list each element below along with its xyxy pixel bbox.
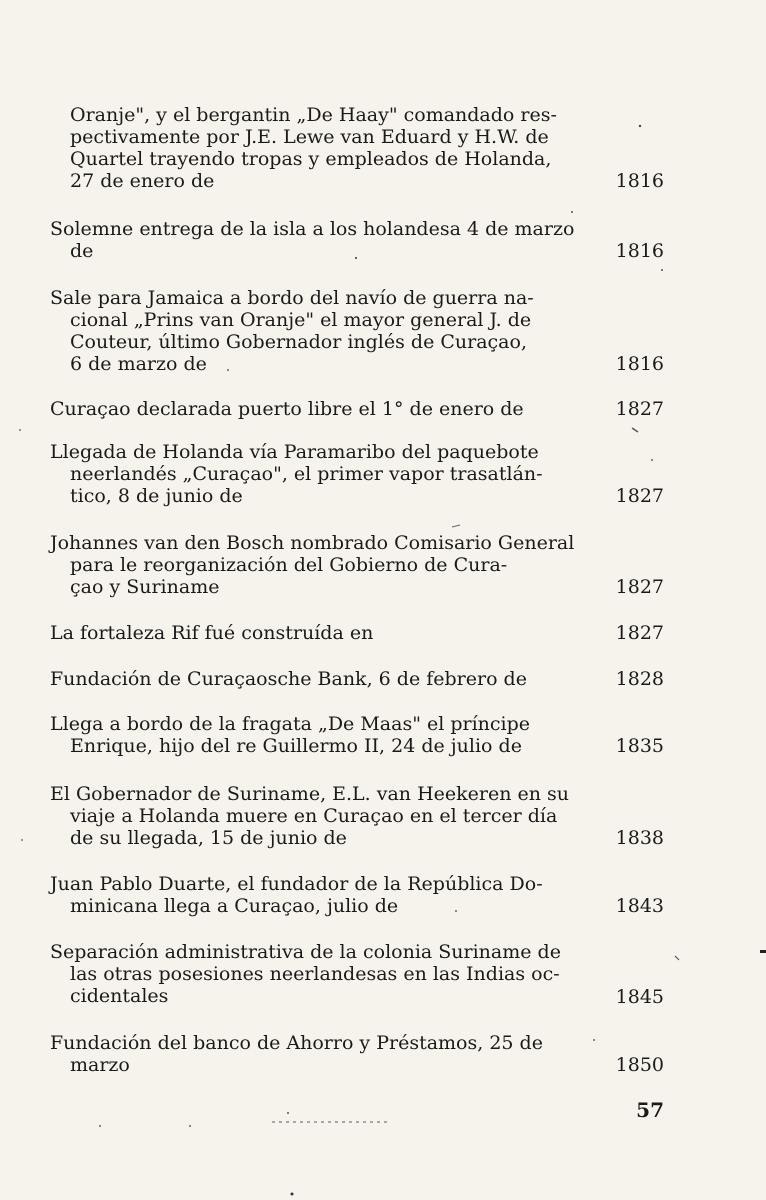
entry-year: 1816 [615, 170, 664, 192]
chronology-entry [50, 441, 590, 507]
entry-line: de su llegada, 15 de junio de [70, 827, 347, 849]
entry-year: 1843 [615, 895, 664, 917]
entry-line: pectivamente por J.E. Lewe van Eduard y H.W. de [70, 126, 549, 148]
entry-year: 1827 [615, 622, 664, 644]
entry-line: Juan Pablo Duarte, el fundador de la República Do- [50, 873, 543, 895]
chronology-entry [50, 218, 590, 262]
chronology-entry [50, 783, 590, 849]
entry-line: Llega a bordo de la fragata „De Maas" el príncipe [50, 713, 531, 735]
entry-year: 1827 [615, 398, 664, 420]
entry-line: Separación administrativa de la colonia Suriname de [50, 941, 561, 963]
entry-year: 1827 [615, 485, 664, 507]
entry-line: 6 de marzo de [70, 353, 207, 375]
entry-line: çao y Suriname [70, 576, 220, 598]
entry-line: las otras posesiones neerlandesas en las Indias oc- [70, 963, 560, 985]
chronology-entry [50, 941, 590, 1007]
entry-line: tico, 8 de junio de [70, 485, 243, 507]
entry-year: 1850 [615, 1054, 664, 1076]
entry-line: viaje a Holanda muere en Curaçao en el tercer día [70, 805, 558, 827]
entry-line: La fortaleza Rif fué construída en [50, 622, 374, 644]
entry-line: Solemne entrega de la isla a los holandesa 4 de marzo [50, 218, 575, 240]
entry-year: 1845 [615, 986, 664, 1008]
entry-line: Oranje", y el bergantin „De Haay" comandado res- [70, 104, 557, 126]
entry-year: 1827 [615, 576, 664, 598]
entry-year: 1816 [615, 353, 664, 375]
chronology-entry [50, 398, 590, 420]
entry-line: Johannes van den Bosch nombrado Comisario General [50, 532, 575, 554]
chronology-entry [50, 713, 590, 757]
chronology-entry [50, 532, 590, 598]
entry-line: cidentales [70, 985, 169, 1007]
entry-year: 1816 [615, 240, 664, 262]
chronology-entry [50, 668, 590, 690]
entry-year: 1838 [615, 827, 664, 849]
entry-line: 27 de enero de [70, 170, 215, 192]
entry-year: 1828 [615, 668, 664, 690]
entry-line: Enrique, hijo del re Guillermo II, 24 de julio de [70, 735, 522, 757]
chronology-entry [50, 873, 590, 917]
entry-line: de [70, 240, 94, 262]
entry-line: minicana llega a Curaçao, julio de [70, 895, 399, 917]
entry-year: 1835 [615, 735, 664, 757]
chronology-entry [50, 287, 590, 375]
chronology-entry [50, 1032, 590, 1076]
entry-line: Llegada de Holanda vía Paramaribo del paquebote [50, 441, 539, 463]
chronology-entry [50, 104, 590, 192]
entry-line: Quartel trayendo tropas y empleados de Holanda, [70, 148, 552, 170]
entry-line: neerlandés „Curaçao", el primer vapor trasatlán- [70, 463, 543, 485]
entry-line: El Gobernador de Suriname, E.L. van Heekeren en su [50, 783, 570, 805]
chronology-entry [50, 622, 590, 644]
entry-line: Fundación de Curaçaosche Bank, 6 de febrero de [50, 668, 527, 690]
entry-line: cional „Prins van Oranje" el mayor general J. de [70, 309, 532, 331]
page-number: 57 [636, 1098, 664, 1122]
entry-line: para le reorganización del Gobierno de Cura- [70, 554, 508, 576]
entry-line: Sale para Jamaica a bordo del navío de guerra na- [50, 287, 534, 309]
entry-line: Fundación del banco de Ahorro y Préstamos, 25 de [50, 1032, 543, 1054]
entry-line: Couteur, último Gobernador inglés de Curaçao, [70, 331, 527, 353]
entry-line: Curaçao declarada puerto libre el 1° de enero de [50, 398, 524, 420]
entry-line: marzo [70, 1054, 130, 1076]
